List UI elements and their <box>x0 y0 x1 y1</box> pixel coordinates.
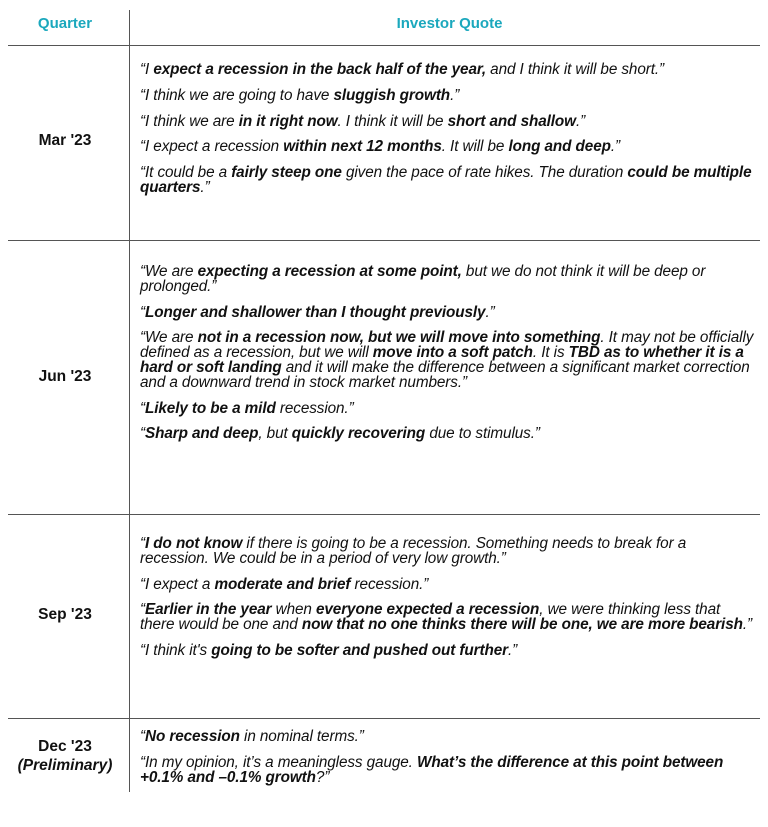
quote-text: “ <box>140 61 145 78</box>
quote-emphasis: expect a recession in the back half of the year, <box>153 61 487 78</box>
quote-emphasis: long and deep <box>508 138 611 156</box>
quote-emphasis: sluggish growth <box>333 86 451 104</box>
quote-emphasis: within next 12 months <box>283 138 442 156</box>
quote-text: “I think we are going to have <box>140 86 334 104</box>
quote-emphasis: quickly recovering <box>291 425 426 443</box>
quote-text: “I think it's <box>140 641 212 659</box>
quarter-label: Jun '23 <box>38 367 92 385</box>
quote-text: “We are <box>140 329 198 347</box>
quarter-cell-mar-23 <box>0 120 130 160</box>
investor-quote <box>140 265 756 295</box>
header-divider <box>8 45 760 46</box>
quote-text: .” <box>485 303 495 321</box>
quote-text: . It may not be officially defined as a recession, but we will <box>140 329 754 362</box>
quote-emphasis: not in a recession now, but we will move into something <box>197 329 601 347</box>
quarter-label: Dec '23 <box>38 738 92 755</box>
quote-emphasis: No recession <box>145 728 240 745</box>
row-divider <box>8 514 760 515</box>
quote-text: but we do not think it will be deep or prolonged.” <box>140 263 706 295</box>
investor-quote <box>140 427 756 442</box>
quote-text: if there is going to be a recession. Something needs to break for a recession. We could be in a period of very low growth.” <box>140 535 687 567</box>
investor-quote <box>140 140 756 155</box>
quote-emphasis: move into a soft patch <box>372 344 533 362</box>
investor-quote-column-header: Investor Quote <box>396 14 503 32</box>
quote-text: and it will make the difference between a significant market correction and a downward trend in stock market numbers.” <box>140 358 750 391</box>
quote-text: “I expect a <box>140 575 215 593</box>
quarter-cell-jun-23 <box>0 356 130 396</box>
quote-text: “ <box>140 303 145 321</box>
quote-text: , but <box>258 425 292 443</box>
quarter-column-header: Quarter <box>37 14 93 32</box>
investor-quote <box>140 303 756 321</box>
quote-text: recession.” <box>275 399 354 417</box>
quote-text: “I think we are <box>140 112 239 130</box>
quote-emphasis: What’s the difference at this point between +0.1% and –0.1% growth <box>140 753 724 786</box>
quote-text: in nominal terms.” <box>239 728 364 745</box>
quote-text: “ <box>140 425 145 443</box>
quote-list-dec-23 <box>140 730 756 796</box>
row-divider <box>8 718 760 719</box>
quote-emphasis: Likely to be a mild <box>145 399 276 417</box>
investor-quote <box>140 603 756 633</box>
quote-text: “In my opinion, it’s a meaningless gauge. <box>140 753 417 771</box>
quote-text: . It is <box>532 344 569 362</box>
quote-text: “ <box>140 728 145 745</box>
quote-text: “ <box>140 601 145 619</box>
quote-text: “I expect a recession <box>140 138 284 156</box>
quote-text: and I think it will be short.” <box>486 61 665 78</box>
quote-text: .” <box>200 178 210 196</box>
quote-text: , we were thinking less that there would be one and <box>140 601 721 634</box>
quote-text: .” <box>507 641 518 659</box>
quote-list-jun-23 <box>140 265 756 453</box>
investor-quote <box>140 112 756 130</box>
investor-quote <box>140 331 756 390</box>
quote-emphasis: I do not know <box>145 535 243 552</box>
quarter-label: Mar '23 <box>38 131 92 149</box>
quote-emphasis: fairly steep one <box>231 164 342 182</box>
quote-emphasis: short and shallow <box>447 112 576 130</box>
quote-emphasis: in it right now <box>238 112 338 130</box>
quote-list-sep-23 <box>140 537 756 670</box>
investor-quote <box>140 641 756 659</box>
quote-list-mar-23 <box>140 63 756 207</box>
investor-quote <box>140 730 756 745</box>
quarter-sublabel: (Preliminary) <box>17 757 113 774</box>
quote-emphasis: now that no one thinks there will be one, we are more bearish <box>301 616 743 634</box>
quote-text: when <box>271 601 316 619</box>
quote-emphasis: could be multiple quarters <box>140 164 752 196</box>
quote-emphasis: Earlier in the year <box>145 601 272 619</box>
quote-emphasis: moderate and brief <box>214 575 351 593</box>
quote-text: . I think it will be <box>337 112 448 130</box>
quote-text: .” <box>450 86 460 104</box>
quote-text: recession.” <box>350 575 429 593</box>
quote-text: “ <box>140 399 145 417</box>
quote-text: I <box>145 61 154 78</box>
investor-quote <box>140 575 756 593</box>
quote-text: “We are <box>140 263 198 280</box>
quote-text: due to stimulus.” <box>425 425 540 443</box>
quote-emphasis: Longer and shallower than I thought previously <box>145 303 486 321</box>
row-divider <box>8 240 760 241</box>
investor-quote <box>140 537 756 567</box>
quarter-cell-dec-23 <box>0 735 130 777</box>
investor-quote <box>140 86 756 104</box>
quarter-label: Sep '23 <box>38 605 92 623</box>
quote-text: .” <box>610 138 621 156</box>
quarter-cell-sep-23 <box>0 594 130 634</box>
quote-emphasis: going to be softer and pushed out further <box>211 641 508 659</box>
quote-text: .” <box>575 112 586 130</box>
quote-text: . It will be <box>441 138 509 156</box>
quote-text: given the pace of rate hikes. The duration <box>341 164 628 182</box>
quote-text: “ <box>140 535 145 552</box>
investor-quote <box>140 166 756 196</box>
investor-quote <box>140 753 756 786</box>
quote-emphasis: everyone expected a recession <box>315 601 540 619</box>
quote-text: .” <box>742 616 752 634</box>
quote-text: “It could be a <box>140 164 232 182</box>
quote-emphasis: Sharp and deep <box>145 425 259 443</box>
investor-quote <box>140 63 756 78</box>
quote-emphasis: TBD as to whether it is a hard or soft landing <box>140 344 744 376</box>
quote-text: ?” <box>315 768 330 786</box>
investor-quote <box>140 399 756 417</box>
quote-emphasis: expecting a recession at some point, <box>197 263 462 280</box>
